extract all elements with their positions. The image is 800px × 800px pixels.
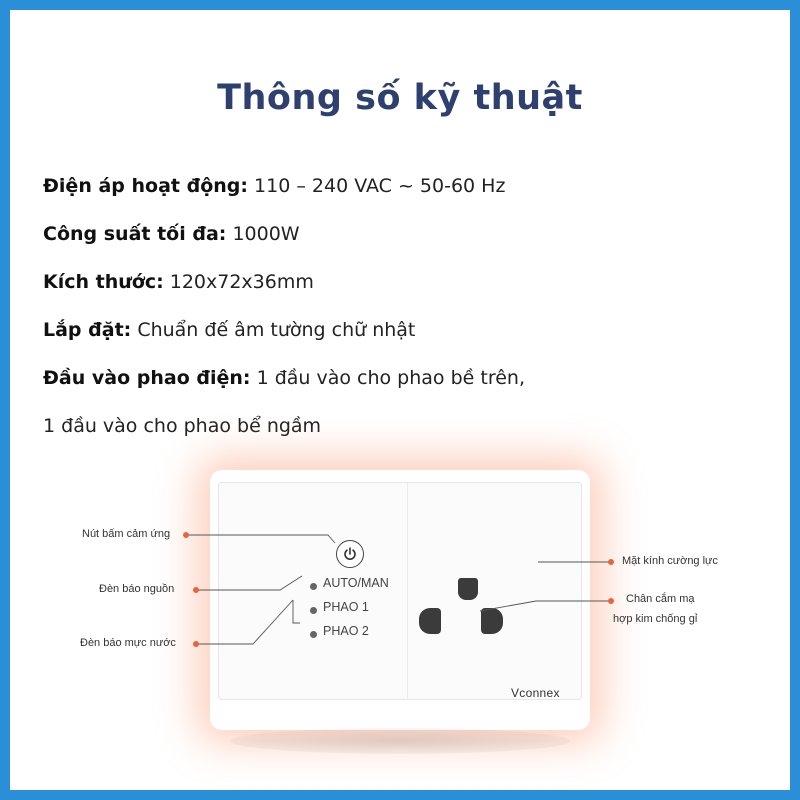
indicator-label: AUTO/MAN [323,576,389,590]
spec-value: 1 đầu vào cho phao bể ngầm [43,415,322,437]
callout-dot [183,532,189,538]
spec-value: 120x72x36mm [169,271,314,293]
spec-value: 110 – 240 VAC ~ 50-60 Hz [254,175,506,197]
spec-value: Chuẩn đế âm tường chữ nhật [137,319,416,341]
spec-size: Kích thước: 120x72x36mm [43,271,314,293]
spec-label: Lắp đặt [43,319,124,341]
callout-lines [10,10,790,790]
indicator-label: PHAO 2 [323,624,369,638]
spec-power: Công suất tối đa: 1000W [43,223,300,245]
spec-card [10,10,790,790]
spec-value: 1 đầu vào cho phao bề trên, [256,367,525,389]
callout-dot [608,559,614,565]
spec-label: Kích thước [43,271,157,293]
spec-label: Điện áp hoạt động [43,175,241,197]
callout-pins-line2: hợp kim chống gỉ [613,613,698,625]
callout-dot [193,587,199,593]
brand-logo: Vconnex [511,686,560,700]
spec-value: 1000W [232,223,300,245]
callout-water-led: Đèn báo mực nước [80,637,176,649]
spec-label: Đầu vào phao điện [43,367,243,389]
callout-touch-button: Nút bấm cảm ứng [82,528,171,540]
callout-power-led: Đèn báo nguồn [99,583,175,595]
spec-voltage: Điện áp hoạt động: 110 – 240 VAC ~ 50-60 Hz [43,175,506,197]
callout-dot [193,641,199,647]
indicator-label: PHAO 1 [323,600,369,614]
spec-float-input: Đầu vào phao điện: 1 đầu vào cho phao bề trên, [43,367,525,389]
callout-glass: Mặt kính cường lực [622,555,718,567]
spec-install: Lắp đặt: Chuẩn đế âm tường chữ nhật [43,319,416,341]
callout-dot [608,598,614,604]
callout-pins-line1: Chân cắm mạ [626,593,695,605]
page-title: Thông số kỹ thuật [217,78,583,118]
spec-label: Công suất tối đa [43,223,219,245]
